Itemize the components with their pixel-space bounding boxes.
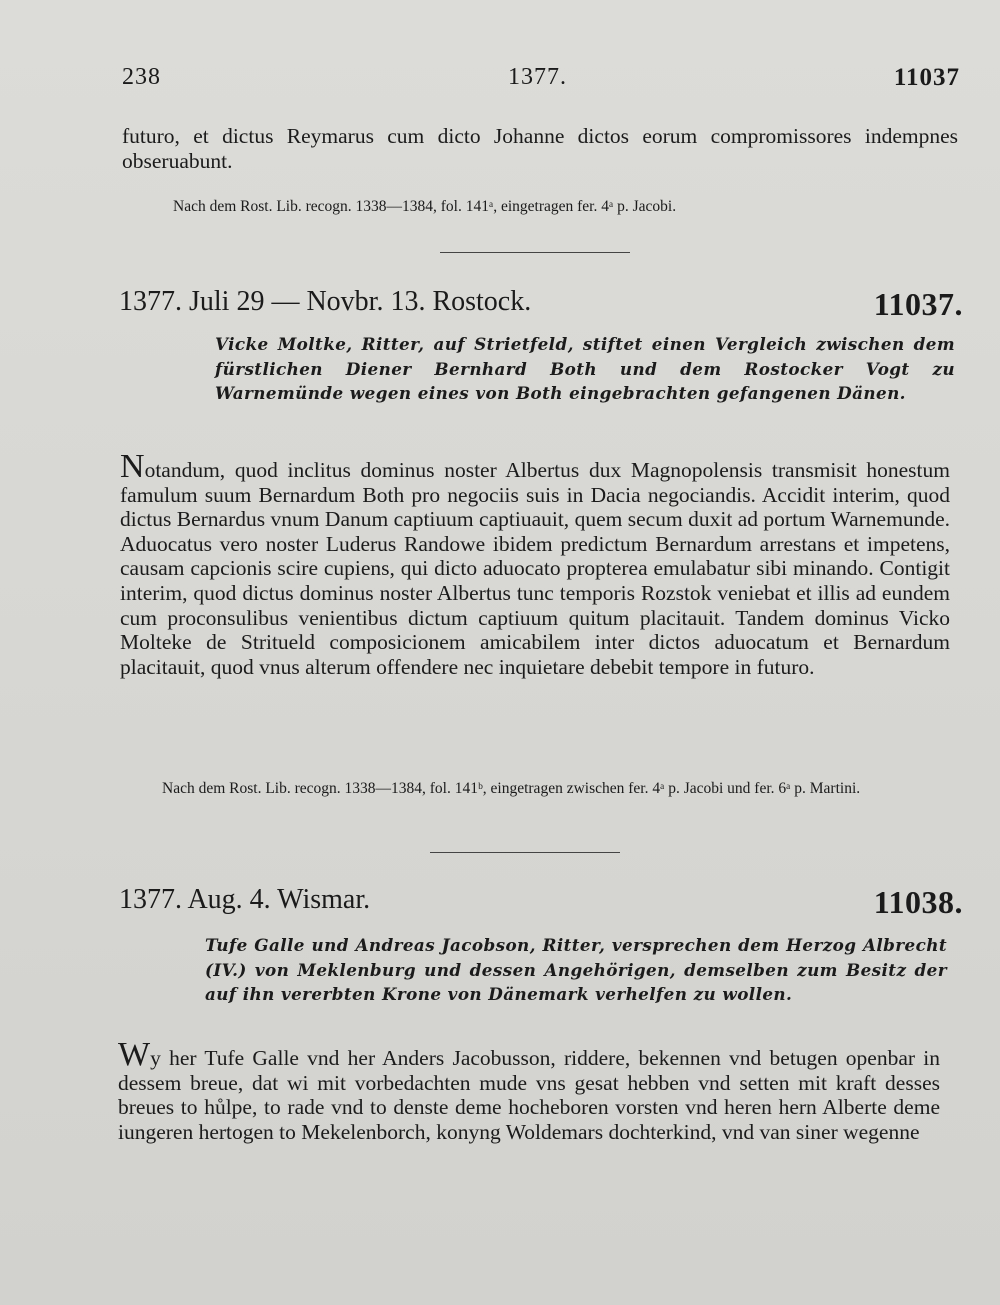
- fragment-text: futuro, et dictus Reymarus cum dicto Johanne dictos eorum compromissores indempnes obseruabunt.: [122, 124, 958, 173]
- initial-letter: N: [120, 448, 145, 485]
- document-text-body: otandum, quod inclitus dominus noster Albertus dux Magnopolensis transmisit honestum famulum suum Bernardum Both pro negociis suis in Dacia negociandis. Accidit interim, quod dictus Bernardus vnum Danum captiuum captiuauit, quem secum duxit ad portum Warnemunde. Aduocatus vero noster Luderus Randowe ibidem predictum Bernardum arrestans et impetens, causam capcionis scire cupiens, qui dicto aduocato propterea emulabatur sibi minando. Contigit interim, quod dictus dominus noster Albertus tunc temporis Rozstok veniebat et illis ad eundem cum proconsulibus venientibus dictum captiuum quitum placitauit. Tandem dominus Vicko Molteke de Stritueld composicionem amicabilem inter dictos aduocatum et Bernardum placitauit, quod vnus alterum offendere nec inquietare debebit tempore in futuro.: [120, 458, 950, 679]
- document-date: 1377. Juli 29 — Novbr. 13. Rostock.: [119, 286, 532, 317]
- document-number: 11038.: [873, 884, 963, 920]
- running-head-year: 1377.: [508, 64, 567, 90]
- document-number: 11037.: [873, 286, 963, 322]
- document-source-note: Nach dem Rost. Lib. recogn. 1338—1384, fol. 141ᵇ, eingetragen zwischen fer. 4ᵃ p. Jacobi und fer. 6ᵃ p. Martini.: [162, 780, 861, 797]
- page-number: 238: [122, 64, 161, 90]
- document-regest: Vicke Moltke, Ritter, auf Strietfeld, stiftet einen Vergleich zwischen dem fürstlichen Diener Bernhard Both und dem Rostocker Vogt zu Warnemünde wegen eines von Both eingebrachten gefangenen Dänen.: [215, 334, 955, 404]
- initial-letter: W: [118, 1036, 151, 1073]
- document-text-body: y her Tufe Galle vnd her Anders Jacobusson, riddere, bekennen vnd betugen openbar in dessem breue, dat wi mit vorbedachten mude vns gesat hebben vnd setten mit kraft desses breues to hůlpe, to rade vnd to denste deme hocheboren vorsten vnd heren hern Alberte deme iungeren hertogen to Mekelenborch, konyng Woldemars dochterkind, vnd van siner wegenne: [118, 1046, 940, 1144]
- document-date: 1377. Aug. 4. Wismar.: [119, 884, 371, 915]
- document-text: [118, 1036, 940, 1144]
- separator-rule: [430, 852, 620, 853]
- document-text: [120, 448, 950, 679]
- running-head-document-number: 11037: [893, 64, 960, 91]
- fragment-source-note: Nach dem Rost. Lib. recogn. 1338—1384, fol. 141ᵃ, eingetragen fer. 4ᵃ p. Jacobi.: [173, 198, 677, 215]
- document-regest: Tufe Galle und Andreas Jacobson, Ritter, versprechen dem Herzog Albrecht (IV.) von Meklenburg und dessen Angehörigen, demselben zum Besitz der auf ihn vererbten Krone von Dänemark verhelfen zu wollen.: [205, 935, 947, 1005]
- separator-rule: [440, 252, 630, 253]
